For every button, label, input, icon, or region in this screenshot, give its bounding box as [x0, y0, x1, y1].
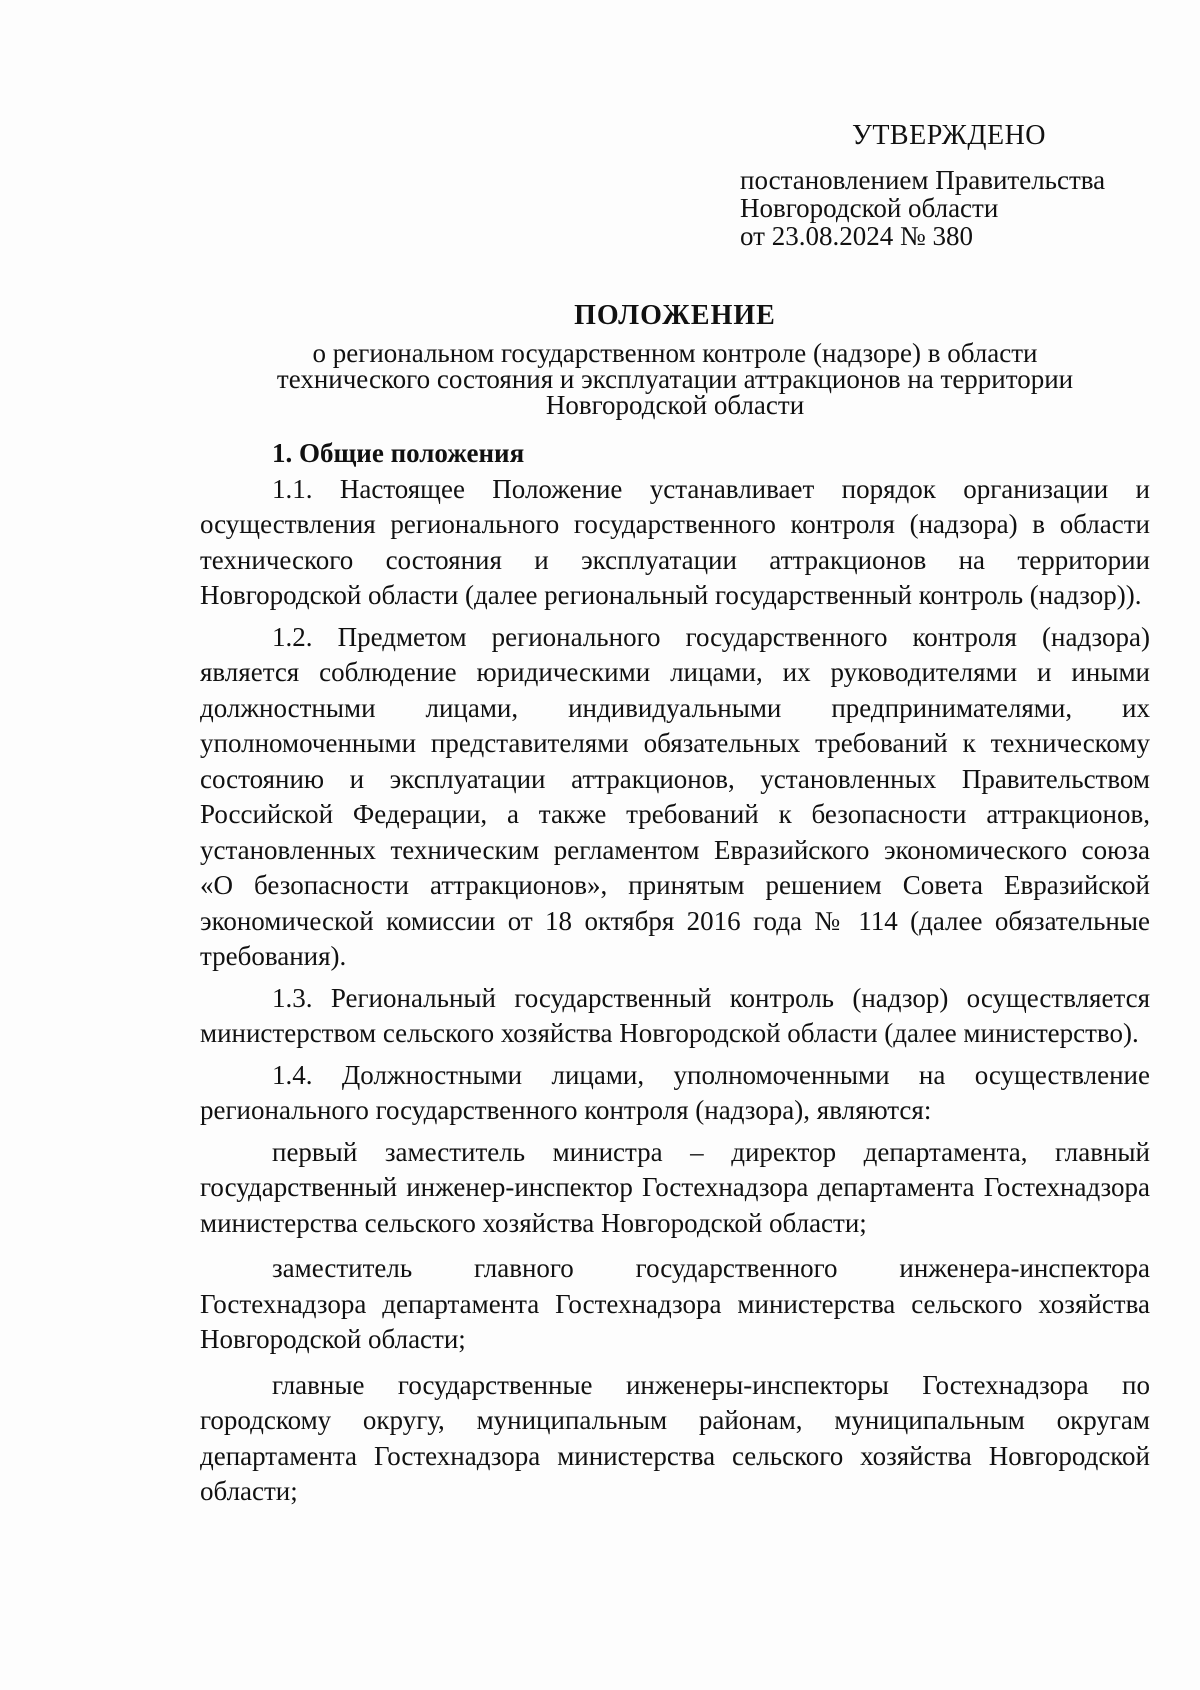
document-subtitle-line: Новгородской области	[545, 390, 805, 420]
document-title: ПОЛОЖЕНИЕ	[574, 300, 776, 331]
approval-title: УТВЕРЖДЕНО	[852, 120, 1047, 151]
document-heading	[200, 300, 1150, 418]
paragraph-1-1: 1.1. Настоящее Положение устанавливает порядок организации и осуществления регионального государственного контроля (надзора) в области технического состояния и эксплуатации аттракционов на территории Новгородской области (далее региональный государственный контроль (надзор)).	[200, 473, 1150, 610]
paragraph-1-2: 1.2. Предметом регионального государственного контроля (надзора) является соблюдение юридическими лицами, их руководителями и иными должностными лицами, индивидуальными предпринимателями, их уполномоченными представителями обязательных требований к техническому состоянию и эксплуатации аттракционов, установленных Правительством Российской Федерации, а также требований к безопасности аттракционов, установленных техническим регламентом Евразийского экономического союза «О безопасности аттракционов», принятым решением Совета Евразийской экономической комиссии от 18 октября 2016 года № 114 (далее обязательные требования).	[200, 621, 1150, 971]
official-item: первый заместитель министра – директор департамента, главный государственный инженер-инспектор Гостехнадзора департамента Гостехнадзора министерства сельского хозяйства Новгородской области;	[200, 1136, 1150, 1238]
document-body	[200, 436, 1150, 1516]
document-subtitle-line: технического состояния и эксплуатации аттракционов на территории	[276, 364, 1074, 394]
document-subtitle-line: о региональном государственном контроле (надзоре) в области	[312, 338, 1038, 368]
paragraph-1-4: 1.4. Должностными лицами, уполномоченными на осуществление регионального государственного контроля (надзора), являются:	[200, 1059, 1150, 1125]
paragraph-1-3: 1.3. Региональный государственный контроль (надзор) осуществляется министерством сельского хозяйства Новгородской области (далее министерство).	[200, 982, 1150, 1048]
approval-line: от 23.08.2024 № 380	[740, 221, 973, 251]
official-item: заместитель главного государственного инженера-инспектора Гостехнадзора департамента Гостехнадзора министерства сельского хозяйства Новгородской области;	[200, 1253, 1150, 1354]
official-item: главные государственные инженеры-инспекторы Гостехнадзора по городскому округу, муниципальным районам, муниципальным округам департамента Гостехнадзора министерства сельского хозяйства Новгородской области;	[200, 1369, 1150, 1506]
approval-line: Новгородской области	[740, 193, 999, 223]
approval-line: постановлением Правительства	[740, 165, 1106, 195]
approval-block	[740, 122, 1160, 250]
section-title: 1. Общие положения	[272, 438, 525, 468]
